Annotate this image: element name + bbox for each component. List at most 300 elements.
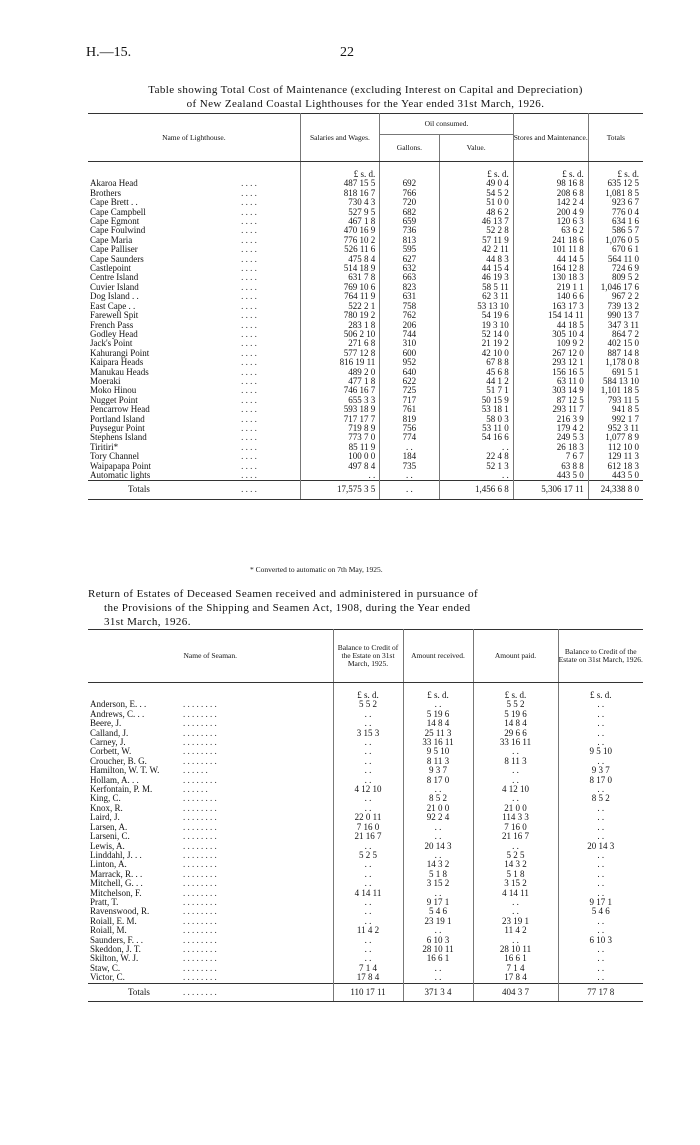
col-totals: Totals xyxy=(588,114,643,162)
balance-1925-cell: . . xyxy=(333,917,403,926)
total-cell: 793 11 5 xyxy=(588,396,643,405)
table-row xyxy=(88,471,643,481)
stores-cell: 200 4 9 xyxy=(513,208,588,217)
leader-dots: . . . . xyxy=(241,441,257,452)
gallons-cell: 756 xyxy=(380,424,439,433)
salaries-cell: 467 1 8 xyxy=(300,217,380,226)
totals-gallons: . . xyxy=(380,481,439,499)
stores-cell: 130 18 3 xyxy=(513,273,588,282)
lighthouse-name: Cape Egmont xyxy=(90,216,140,227)
total-cell: 992 1 7 xyxy=(588,415,643,424)
value-cell: 44 8 3 xyxy=(439,255,513,264)
value-cell: 54 16 6 xyxy=(439,433,513,442)
seaman-name: Larsen, A. xyxy=(90,821,128,832)
salaries-cell: 780 19 2 xyxy=(300,311,380,320)
table2-title-line1: Return of Estates of Deceased Seamen received and administered in pursuance of xyxy=(88,588,479,600)
balance-1925-cell: . . xyxy=(333,794,403,803)
value-cell: 53 11 0 xyxy=(439,424,513,433)
total-cell: 864 7 2 xyxy=(588,330,643,339)
total-cell: 1,046 17 6 xyxy=(588,283,643,292)
stores-cell: 164 12 8 xyxy=(513,264,588,273)
value-cell: 49 0 4 xyxy=(439,179,513,188)
leader-dots: . . . . . . . . xyxy=(183,774,217,785)
leader-dots: . . . . . . . . xyxy=(183,746,217,757)
value-cell: 58 5 11 xyxy=(439,283,513,292)
received-cell: . . xyxy=(403,785,473,794)
paid-cell: . . xyxy=(473,747,558,756)
gallons-cell: 774 xyxy=(380,433,439,442)
leader-dots: . . . . xyxy=(241,460,257,471)
col-value: Value. xyxy=(439,135,513,162)
total-cell: 443 5 0 xyxy=(588,471,643,481)
lighthouse-name: Cuvier Island xyxy=(90,281,139,292)
lighthouse-name: Cape Maria xyxy=(90,234,133,245)
seaman-name: Knox, R. xyxy=(90,802,123,813)
balance-1925-cell: 11 4 2 xyxy=(333,926,403,935)
balance-1925-cell: . . xyxy=(333,757,403,766)
leader-dots: . . . . xyxy=(241,225,257,236)
balance-1925-cell: 4 14 11 xyxy=(333,889,403,898)
salaries-cell: 283 1 8 xyxy=(300,321,380,330)
paid-cell: 33 16 11 xyxy=(473,738,558,747)
value-cell: 48 6 2 xyxy=(439,208,513,217)
salaries-cell: 717 17 7 xyxy=(300,415,380,424)
received-cell: 8 17 0 xyxy=(403,776,473,785)
stores-cell: 87 12 5 xyxy=(513,396,588,405)
gallons-cell: 813 xyxy=(380,236,439,245)
col-amount-received: Amount received. xyxy=(403,630,473,683)
leader-dots: . . . . xyxy=(241,253,257,264)
page-code: H.—15. xyxy=(86,45,132,60)
balance-1925-cell: . . xyxy=(333,870,403,879)
leader-dots: . . . . xyxy=(241,234,257,245)
lighthouse-name: Nugget Point xyxy=(90,394,138,405)
total-cell: 347 3 11 xyxy=(588,321,643,330)
leader-dots: . . . . . . . . xyxy=(183,887,217,898)
total-cell: 402 15 0 xyxy=(588,339,643,348)
leader-dots: . . . . . . . . xyxy=(183,793,217,804)
stores-cell: 26 18 3 xyxy=(513,443,588,452)
col-seaman-name: Name of Seaman. xyxy=(88,630,333,683)
received-cell: . . xyxy=(403,926,473,935)
balance-1925-cell: . . xyxy=(333,936,403,945)
salaries-cell: 719 8 9 xyxy=(300,424,380,433)
received-cell: 21 0 0 xyxy=(403,804,473,813)
lighthouse-name: Stephens Island xyxy=(90,432,147,443)
salaries-cell: 730 4 3 xyxy=(300,198,380,207)
total-cell: 584 13 10 xyxy=(588,377,643,386)
seaman-name: Hamilton, W. T. W. xyxy=(90,765,160,776)
balance-1926-cell: 9 3 7 xyxy=(558,766,643,775)
lighthouse-name: Farewell Spit xyxy=(90,310,139,321)
seaman-name: Larseni, C. xyxy=(90,831,130,842)
leader-dots: . . . . . . . . xyxy=(183,925,217,936)
paid-cell: . . xyxy=(473,776,558,785)
leader-dots: . . . . xyxy=(241,366,257,377)
balance-1925-cell: . . xyxy=(333,945,403,954)
totals-balance-1926: 77 17 8 xyxy=(558,983,643,1001)
seaman-name: Calland, J. xyxy=(90,727,129,738)
value-cell: 44 1 2 xyxy=(439,377,513,386)
balance-1926-cell: . . xyxy=(558,738,643,747)
balance-1926-cell: . . xyxy=(558,889,643,898)
leader-dots: . . . . xyxy=(241,187,257,198)
received-cell: 25 11 3 xyxy=(403,729,473,738)
balance-1926-cell: . . xyxy=(558,954,643,963)
gallons-cell: 720 xyxy=(380,198,439,207)
balance-1926-cell: . . xyxy=(558,719,643,728)
seaman-name: Mitchell, G. . . xyxy=(90,878,143,889)
total-cell: 691 5 1 xyxy=(588,368,643,377)
total-cell: 112 10 0 xyxy=(588,443,643,452)
balance-1926-cell: 6 10 3 xyxy=(558,936,643,945)
balance-1926-cell: . . xyxy=(558,973,643,983)
salaries-cell: 593 18 9 xyxy=(300,405,380,414)
salaries-cell: 100 0 0 xyxy=(300,452,380,461)
paid-cell: . . xyxy=(473,842,558,851)
leader-dots: . . . . . . . . xyxy=(183,906,217,917)
balance-1925-cell: . . xyxy=(333,842,403,851)
leader-dots: . . . . xyxy=(241,310,257,321)
paid-cell: 7 16 0 xyxy=(473,823,558,832)
gallons-cell: 692 xyxy=(380,179,439,188)
gallons-cell: 622 xyxy=(380,377,439,386)
value-cell: 46 19 3 xyxy=(439,273,513,282)
paid-cell: . . xyxy=(473,794,558,803)
balance-1926-cell: . . xyxy=(558,851,643,860)
col-salaries: Salaries and Wages. xyxy=(300,114,380,162)
balance-1925-cell: 7 16 0 xyxy=(333,823,403,832)
paid-cell: 17 8 4 xyxy=(473,973,558,983)
gallons-cell: 762 xyxy=(380,311,439,320)
lighthouse-name: East Cape . . xyxy=(90,300,136,311)
lighthouse-name: Tory Channel xyxy=(90,451,140,462)
total-cell: 809 5 2 xyxy=(588,273,643,282)
value-cell: 54 5 2 xyxy=(439,189,513,198)
received-cell: 8 11 3 xyxy=(403,757,473,766)
leader-dots: . . . . xyxy=(241,422,257,433)
value-cell: 44 15 4 xyxy=(439,264,513,273)
lighthouse-name: Castlepoint xyxy=(90,263,131,274)
table1-title-line1: Table showing Total Cost of Maintenance (excluding Interest on Capital and Depreciation) xyxy=(148,84,583,96)
total-cell: 670 6 1 xyxy=(588,245,643,254)
seaman-name: Victor, C. xyxy=(90,972,125,983)
totals-balance-1925: 110 17 11 xyxy=(333,983,403,1001)
seaman-name: Staw, C. xyxy=(90,962,121,973)
balance-1926-cell: 5 4 6 xyxy=(558,907,643,916)
received-cell: 9 3 7 xyxy=(403,766,473,775)
balance-1925-cell: . . xyxy=(333,879,403,888)
leader-dots: . . . . . . . . xyxy=(183,840,217,851)
balance-1925-cell: 17 8 4 xyxy=(333,973,403,983)
value-cell: 51 7 1 xyxy=(439,386,513,395)
received-cell: 23 19 1 xyxy=(403,917,473,926)
leader-dots: . . . . xyxy=(241,206,257,217)
table2-title xyxy=(88,587,643,629)
leader-dots: . . . . xyxy=(241,178,257,189)
gallons-cell: 735 xyxy=(380,462,439,471)
lighthouse-name: Moko Hinou xyxy=(90,385,137,396)
gallons-cell: 600 xyxy=(380,349,439,358)
total-cell: 634 1 6 xyxy=(588,217,643,226)
total-cell: 1,081 8 5 xyxy=(588,189,643,198)
leader-dots: . . . . xyxy=(241,263,257,274)
seaman-name: Ravenswood, R. xyxy=(90,906,150,917)
balance-1926-cell: 9 5 10 xyxy=(558,747,643,756)
value-cell: 57 11 9 xyxy=(439,236,513,245)
totals-received: 371 3 4 xyxy=(403,983,473,1001)
totals-row xyxy=(88,481,643,499)
gallons-cell: 682 xyxy=(380,208,439,217)
balance-1925-cell: . . xyxy=(333,710,403,719)
leader-dots: . . . . xyxy=(241,319,257,330)
salaries-cell: 526 11 6 xyxy=(300,245,380,254)
salaries-cell: 522 2 1 xyxy=(300,302,380,311)
gallons-cell: 758 xyxy=(380,302,439,311)
stores-cell: 249 5 3 xyxy=(513,433,588,442)
seaman-name: Skeddon, J. T. xyxy=(90,943,141,954)
paid-cell: 4 14 11 xyxy=(473,889,558,898)
leader-dots: . . . . . . . . xyxy=(183,953,217,964)
stores-cell: 120 6 3 xyxy=(513,217,588,226)
received-cell: 5 4 6 xyxy=(403,907,473,916)
received-cell: . . xyxy=(403,851,473,860)
value-cell: 58 0 3 xyxy=(439,415,513,424)
stores-cell: 241 18 6 xyxy=(513,236,588,245)
stores-cell: 293 11 7 xyxy=(513,405,588,414)
stores-cell: 98 16 8 xyxy=(513,179,588,188)
value-cell: 52 2 8 xyxy=(439,226,513,235)
total-cell: 990 13 7 xyxy=(588,311,643,320)
unit-lsd: £ s. d. xyxy=(439,162,513,180)
balance-1925-cell: . . xyxy=(333,738,403,747)
value-cell: . . xyxy=(439,471,513,481)
seaman-name: Marrack, R. . . xyxy=(90,868,143,879)
value-cell: 51 0 0 xyxy=(439,198,513,207)
value-cell: 45 6 8 xyxy=(439,368,513,377)
total-cell: 941 8 5 xyxy=(588,405,643,414)
balance-1925-cell: . . xyxy=(333,776,403,785)
seaman-name: Laird, J. xyxy=(90,812,120,823)
lighthouse-name: Dog Island . . xyxy=(90,291,139,302)
totals-dots: . . . . xyxy=(241,481,300,499)
stores-cell: 63 8 8 xyxy=(513,462,588,471)
leader-dots: . . . . . . . . xyxy=(183,755,217,766)
lighthouse-name: Cape Palliser xyxy=(90,244,138,255)
value-cell: 46 13 7 xyxy=(439,217,513,226)
seaman-name: Roiall, E. M. xyxy=(90,915,137,926)
leader-dots: . . . . xyxy=(241,216,257,227)
totals-row xyxy=(88,983,643,1001)
balance-1925-cell: 5 2 5 xyxy=(333,851,403,860)
balance-1926-cell: . . xyxy=(558,785,643,794)
col-amount-paid: Amount paid. xyxy=(473,630,558,683)
totals-dots: . . . . . . . . xyxy=(183,983,333,1001)
value-cell: 42 10 0 xyxy=(439,349,513,358)
leader-dots: . . . . xyxy=(241,357,257,368)
totals-label: Totals xyxy=(88,983,183,1001)
leader-dots: . . . . xyxy=(241,244,257,255)
salaries-cell: 776 10 2 xyxy=(300,236,380,245)
table-row xyxy=(88,973,643,983)
paid-cell: 114 3 3 xyxy=(473,813,558,822)
stores-cell: 163 17 3 xyxy=(513,302,588,311)
value-cell: 21 19 2 xyxy=(439,339,513,348)
lighthouse-name: Cape Saunders xyxy=(90,253,144,264)
balance-1925-cell: . . xyxy=(333,954,403,963)
stores-cell: 216 3 9 xyxy=(513,415,588,424)
leader-dots: . . . . xyxy=(241,197,257,208)
total-cell: 1,178 0 8 xyxy=(588,358,643,367)
stores-cell: 156 16 5 xyxy=(513,368,588,377)
paid-cell: 28 10 11 xyxy=(473,945,558,954)
balance-1925-cell: . . xyxy=(333,860,403,869)
paid-cell: . . xyxy=(473,766,558,775)
lighthouse-name: Cape Brett . . xyxy=(90,197,138,208)
gallons-cell: 761 xyxy=(380,405,439,414)
salaries-cell: 489 2 0 xyxy=(300,368,380,377)
paid-cell: 5 19 6 xyxy=(473,710,558,719)
balance-1925-cell: . . xyxy=(333,766,403,775)
total-cell: 887 14 8 xyxy=(588,349,643,358)
balance-1925-cell: 22 0 11 xyxy=(333,813,403,822)
paid-cell: 21 16 7 xyxy=(473,832,558,841)
table2-title-line3: 31st March, 1926. xyxy=(104,616,191,628)
leader-dots: . . . . . . . . xyxy=(183,831,217,842)
leader-dots: . . . . . . . . xyxy=(183,972,217,983)
received-cell: . . xyxy=(403,700,473,709)
lighthouse-name: Centre Island xyxy=(90,272,139,283)
paid-cell: 16 6 1 xyxy=(473,954,558,963)
lighthouse-name: Automatic lights xyxy=(90,470,151,480)
gallons-cell: 952 xyxy=(380,358,439,367)
received-cell: 28 10 11 xyxy=(403,945,473,954)
balance-1925-cell: . . xyxy=(333,898,403,907)
gallons-cell: 310 xyxy=(380,339,439,348)
seaman-name: Anderson, E. . . xyxy=(90,699,147,710)
received-cell: 16 6 1 xyxy=(403,954,473,963)
totals-label: Totals xyxy=(88,481,241,499)
gallons-cell: 632 xyxy=(380,264,439,273)
paid-cell: 5 2 5 xyxy=(473,851,558,860)
table2-title-line2: the Provisions of the Shipping and Seamen Act, 1908, during the Year ended xyxy=(104,602,471,614)
lighthouse-name: Akaroa Head xyxy=(90,178,138,189)
lighthouse-name: Cape Campbell xyxy=(90,206,146,217)
seaman-name: Beere, J. xyxy=(90,718,122,729)
salaries-cell: 487 15 5 xyxy=(300,179,380,188)
received-cell: . . xyxy=(403,832,473,841)
seaman-name: Andrews, C. . . xyxy=(90,708,145,719)
unit-lsd: £ s. d. xyxy=(513,162,588,180)
seaman-name: King, C. xyxy=(90,793,121,804)
balance-1926-cell: 9 17 1 xyxy=(558,898,643,907)
received-cell: 20 14 3 xyxy=(403,842,473,851)
balance-1926-cell: . . xyxy=(558,757,643,766)
paid-cell: 21 0 0 xyxy=(473,804,558,813)
balance-1925-cell: 4 12 10 xyxy=(333,785,403,794)
leader-dots: . . . . . . . . xyxy=(183,868,217,879)
totals-paid: 404 3 7 xyxy=(473,983,558,1001)
received-cell: 3 15 2 xyxy=(403,879,473,888)
seaman-name: Croucher, B. G. xyxy=(90,755,147,766)
total-cell: 1,101 18 5 xyxy=(588,386,643,395)
total-cell: 952 3 11 xyxy=(588,424,643,433)
received-cell: 5 19 6 xyxy=(403,710,473,719)
balance-1925-cell: . . xyxy=(333,907,403,916)
gallons-cell: 640 xyxy=(380,368,439,377)
unit-lsd: £ s. d. xyxy=(588,162,643,180)
seaman-name: Corbett, W. xyxy=(90,746,132,757)
stores-cell: 140 6 6 xyxy=(513,292,588,301)
balance-1926-cell: . . xyxy=(558,823,643,832)
total-cell: 739 13 2 xyxy=(588,302,643,311)
stores-cell: 109 9 2 xyxy=(513,339,588,348)
leader-dots: . . . . xyxy=(241,451,257,462)
salaries-cell: 764 11 9 xyxy=(300,292,380,301)
stores-cell: 44 14 5 xyxy=(513,255,588,264)
gallons-cell: 766 xyxy=(380,189,439,198)
paid-cell: . . xyxy=(473,907,558,916)
stores-cell: 7 6 7 xyxy=(513,452,588,461)
salaries-cell: 746 16 7 xyxy=(300,386,380,395)
salaries-cell: 470 16 9 xyxy=(300,226,380,235)
balance-1925-cell: . . xyxy=(333,804,403,813)
received-cell: 8 5 2 xyxy=(403,794,473,803)
stores-cell: 63 11 0 xyxy=(513,377,588,386)
value-cell: 50 15 9 xyxy=(439,396,513,405)
paid-cell: 14 8 4 xyxy=(473,719,558,728)
paid-cell: 7 1 4 xyxy=(473,964,558,973)
paid-cell: 23 19 1 xyxy=(473,917,558,926)
balance-1925-cell: . . xyxy=(333,719,403,728)
leader-dots: . . . . xyxy=(241,291,257,302)
received-cell: 9 17 1 xyxy=(403,898,473,907)
leader-dots: . . . . . . . . xyxy=(183,708,217,719)
gallons-cell: . . xyxy=(380,471,439,481)
seaman-name: Skilton, W. J. xyxy=(90,953,139,964)
salaries-cell: 816 19 11 xyxy=(300,358,380,367)
balance-1926-cell: . . xyxy=(558,870,643,879)
seaman-name: Kerfontain, P. M. xyxy=(90,784,153,795)
balance-1926-cell: . . xyxy=(558,879,643,888)
lighthouse-name: Puysegur Point xyxy=(90,422,145,433)
unit-lsd: £ s. d. xyxy=(473,683,558,701)
paid-cell: 4 12 10 xyxy=(473,785,558,794)
page-number: 22 xyxy=(340,45,354,60)
salaries-cell: 818 16 7 xyxy=(300,189,380,198)
salaries-cell: 655 3 3 xyxy=(300,396,380,405)
total-cell: 586 5 7 xyxy=(588,226,643,235)
gallons-cell: 744 xyxy=(380,330,439,339)
leader-dots: . . . . . . . . xyxy=(183,849,217,860)
balance-1926-cell: . . xyxy=(558,926,643,935)
seaman-name: Hollam, A. . . xyxy=(90,774,139,785)
total-cell: 612 18 3 xyxy=(588,462,643,471)
stores-cell: 208 6 8 xyxy=(513,189,588,198)
leader-dots: . . . . . . . . xyxy=(183,727,217,738)
salaries-cell: 577 12 8 xyxy=(300,349,380,358)
totals-salaries: 17,575 3 5 xyxy=(300,481,380,499)
lighthouse-name: Jack's Point xyxy=(90,338,133,349)
value-cell: 62 3 11 xyxy=(439,292,513,301)
received-cell: 9 5 10 xyxy=(403,747,473,756)
balance-1925-cell: 7 1 4 xyxy=(333,964,403,973)
balance-1926-cell: . . xyxy=(558,710,643,719)
lighthouse-name: Kahurangi Point xyxy=(90,347,150,358)
balance-1925-cell: 21 16 7 xyxy=(333,832,403,841)
table1-title-line2: of New Zealand Coastal Lighthouses for the Year ended 31st March, 1926. xyxy=(186,98,545,110)
gallons-cell: 736 xyxy=(380,226,439,235)
